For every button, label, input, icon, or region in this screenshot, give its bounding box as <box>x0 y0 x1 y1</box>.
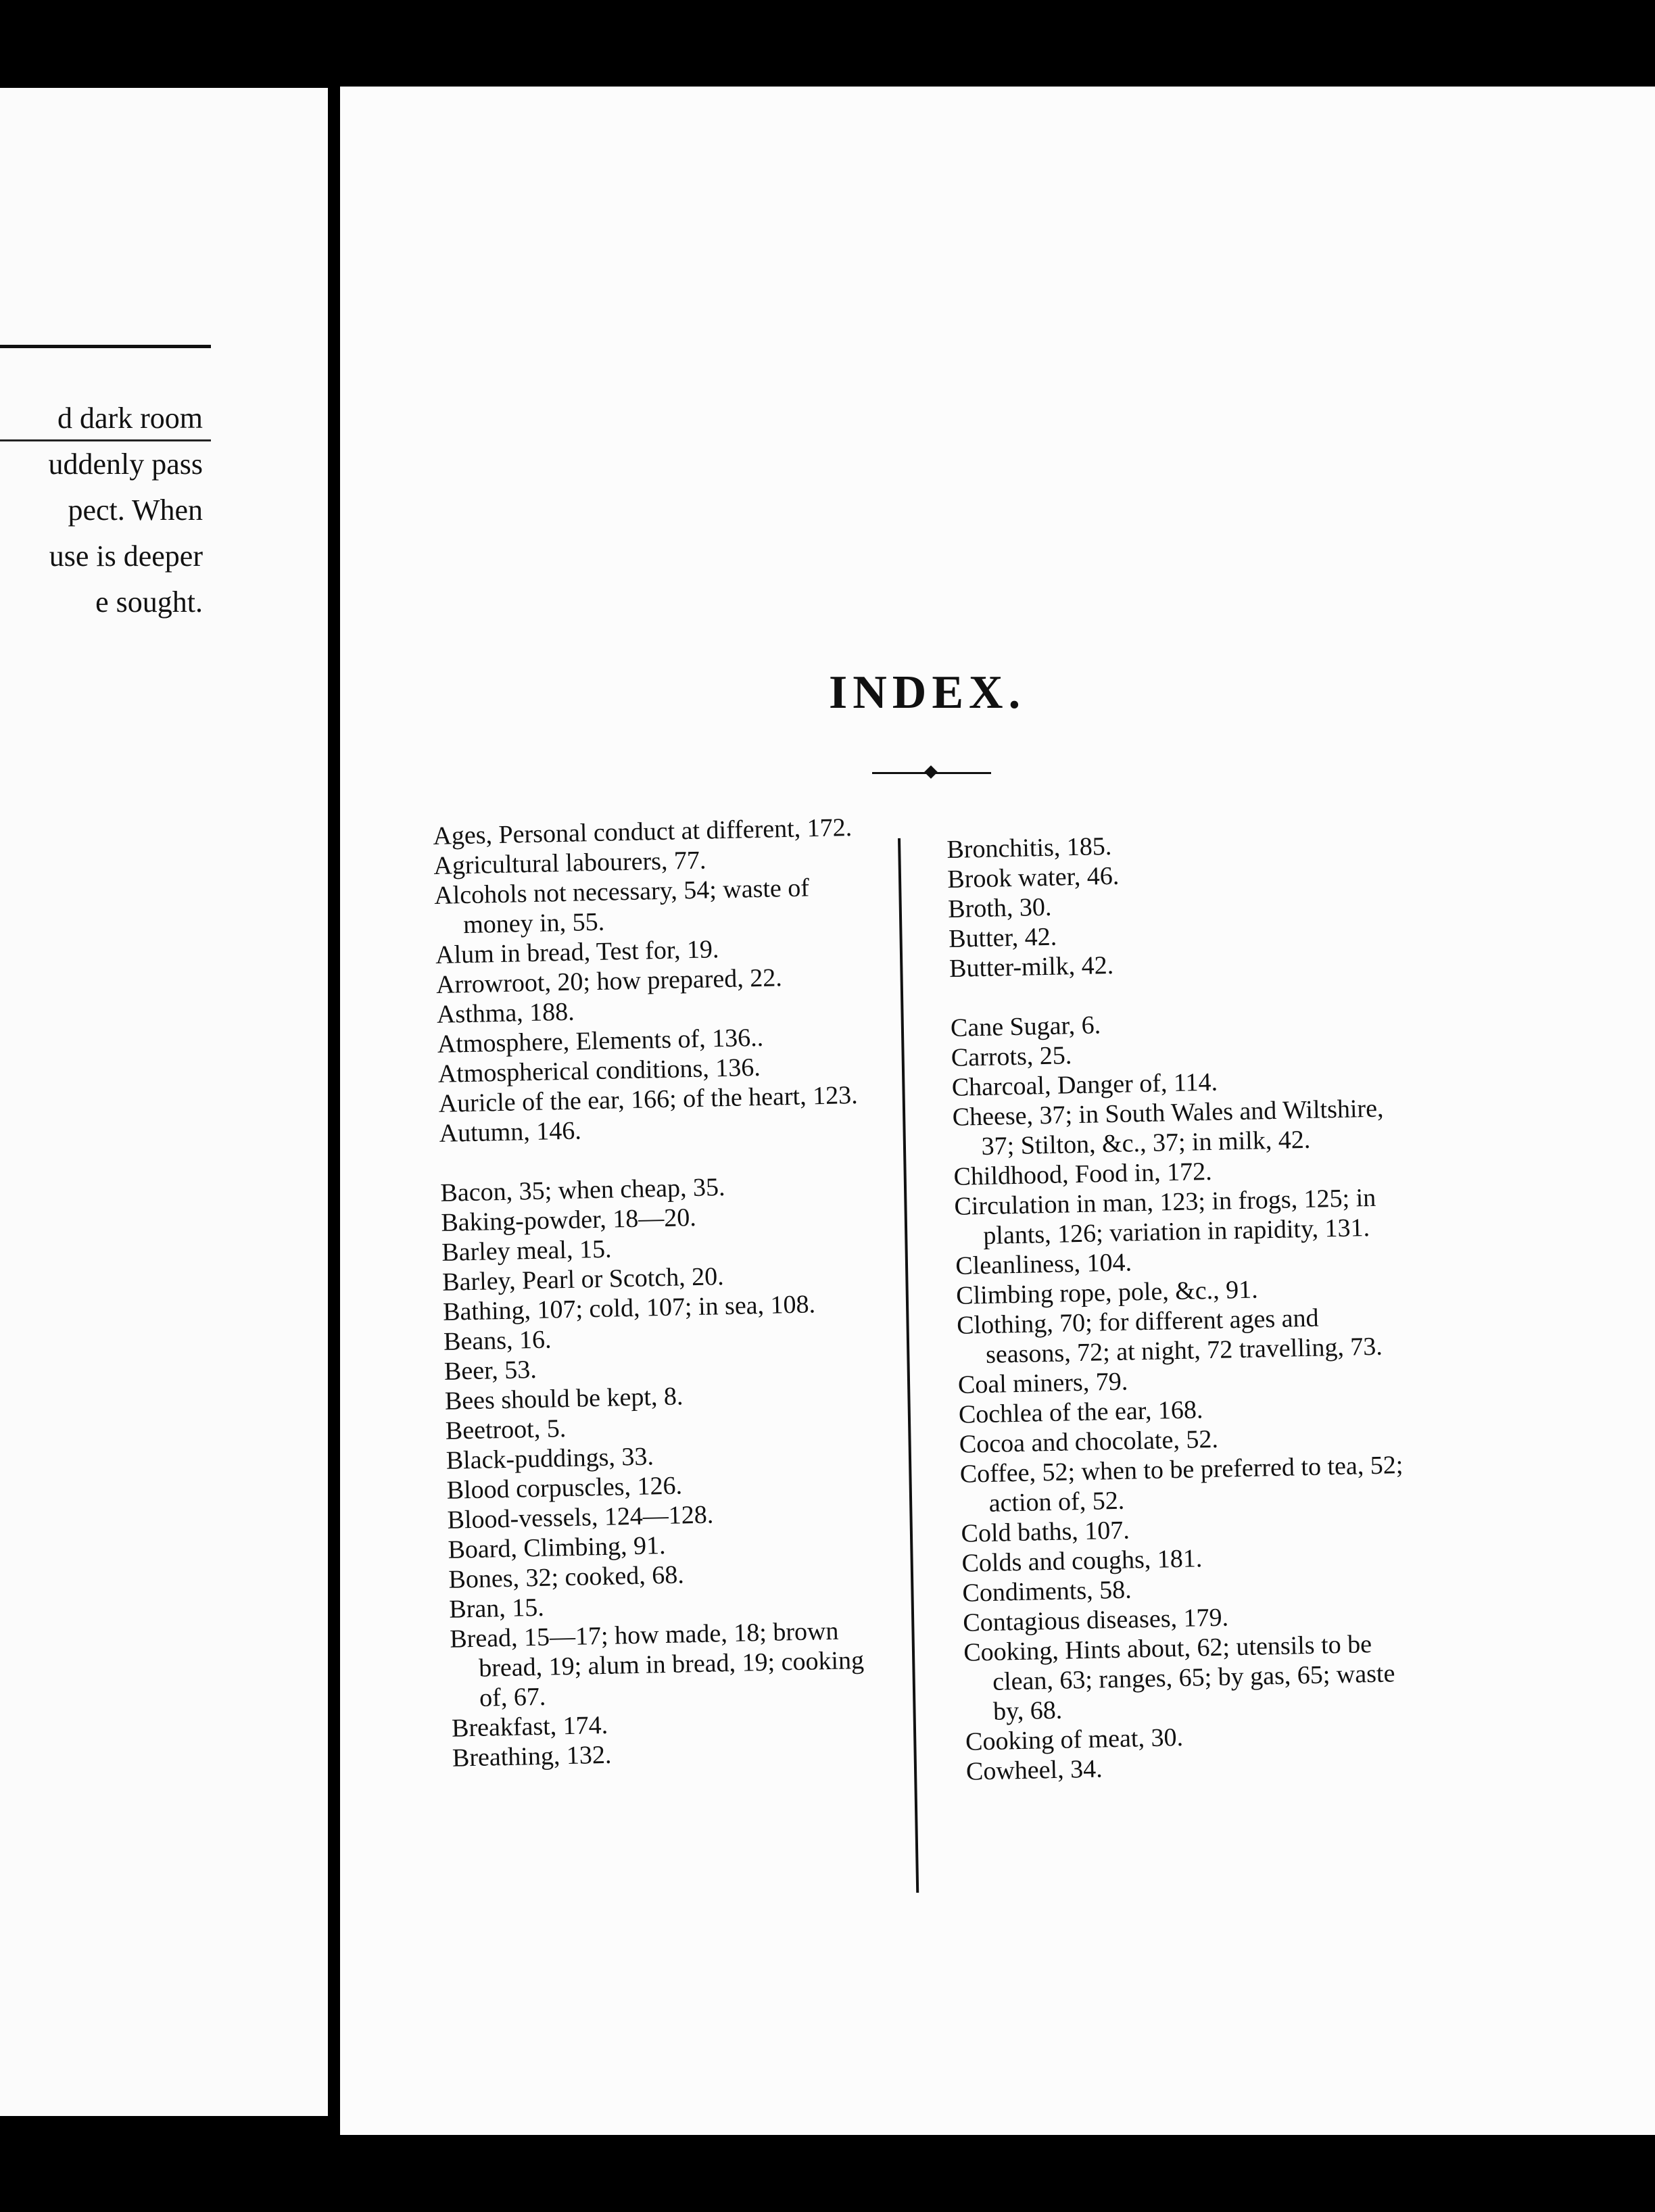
index-column-left <box>433 812 892 1773</box>
index-entry: Barley, Pearl or Scotch, 20. <box>441 1262 725 1297</box>
index-entry: Carrots, 25. <box>951 1041 1072 1072</box>
index-entry: Black-puddings, 33. <box>446 1442 654 1475</box>
index-entry: Breakfast, 174. <box>451 1710 608 1743</box>
index-entry: Barley meal, 15. <box>441 1234 612 1267</box>
left-page <box>0 88 328 2116</box>
index-entry: Condiments, 58. <box>962 1575 1132 1608</box>
index-entry: Bacon, 35; when cheap, 35. <box>440 1173 725 1207</box>
index-entry: Alum in bread, Test for, 19. <box>435 935 719 969</box>
index-entry: Butter-milk, 42. <box>949 951 1114 983</box>
index-entry: Coffee, 52; when to be preferred to tea, 52; action of, 52. <box>959 1451 1404 1518</box>
index-entry: Cleanliness, 104. <box>955 1248 1132 1280</box>
left-line: uddenly pass <box>48 448 203 481</box>
index-entry: Blood corpuscles, 126. <box>446 1471 683 1505</box>
page-gutter <box>328 95 340 2109</box>
index-entry: Bronchitis, 185. <box>946 832 1112 864</box>
index-entry: Beetroot, 5. <box>445 1414 567 1445</box>
index-entry: Circulation in man, 123; in frogs, 125; in plants, 126; variation in rapidity, 131. <box>954 1183 1376 1250</box>
index-entry: Childhood, Food in, 172. <box>953 1157 1213 1191</box>
index-entry: Alcohols not necessary, 54; waste of money in, 55. <box>433 873 810 940</box>
title-ornament <box>872 769 991 776</box>
index-entry: Bran, 15. <box>448 1593 545 1624</box>
index-entry: Cocoa and chocolate, 52. <box>959 1424 1219 1459</box>
index-entry: Bees should be kept, 8. <box>444 1382 683 1416</box>
index-entry: Atmospherical conditions, 136. <box>437 1053 761 1088</box>
index-entry: Agricultural labourers, 77. <box>433 846 706 880</box>
index-entry: Auricle of the ear, 166; of the heart, 123. <box>438 1080 859 1118</box>
index-entry: Climbing rope, pole, &c., 91. <box>955 1275 1259 1310</box>
index-entry: Brook water, 46. <box>946 861 1120 894</box>
index-entry: Bathing, 107; cold, 107; in sea, 108. <box>442 1290 816 1326</box>
index-entry: Butter, 42. <box>948 922 1057 953</box>
index-entry: Autumn, 146. <box>439 1116 582 1148</box>
index-entry: Cane Sugar, 6. <box>950 1011 1101 1042</box>
left-line: e sought. <box>95 585 203 619</box>
index-entry: Beans, 16. <box>443 1325 552 1356</box>
index-entry: Cold baths, 107. <box>961 1516 1130 1548</box>
left-line: d dark room <box>57 402 203 435</box>
left-page-text <box>0 395 203 625</box>
index-entry: Coal miners, 79. <box>957 1367 1128 1399</box>
index-column-right <box>946 825 1419 1787</box>
left-page-rule <box>0 345 211 348</box>
index-entry: Broth, 30. <box>947 892 1052 923</box>
index-title: INDEX. <box>829 667 1026 719</box>
index-entry: Board, Climbing, 91. <box>448 1531 666 1564</box>
index-entry: Bones, 32; cooked, 68. <box>448 1560 685 1594</box>
index-entry: Beer, 53. <box>443 1355 537 1386</box>
index-entry: Arrowroot, 20; how prepared, 22. <box>435 963 783 999</box>
index-entry: Ages, Personal conduct at different, 172. <box>433 813 853 850</box>
index-entry: Blood-vessels, 124—128. <box>447 1500 714 1535</box>
left-line: use is deeper <box>49 539 203 573</box>
index-entry: Contagious diseases, 179. <box>962 1603 1229 1637</box>
left-line: pect. When <box>68 494 203 527</box>
index-entry: Cheese, 37; in South Wales and Wiltshire, 37; Stilton, &c., 37; in milk, 42. <box>952 1094 1384 1161</box>
index-entry: Cowheel, 34. <box>965 1754 1103 1786</box>
index-entry: Colds and coughs, 181. <box>961 1544 1203 1578</box>
index-entry: Bread, 15—17; how made, 18; brown bread, 19; alum in bread, 19; cooking of, 67. <box>449 1616 865 1712</box>
index-entry: Clothing, 70; for different ages and seasons, 72; at night, 72 travelling, 73. <box>956 1303 1383 1369</box>
index-entry: Cochlea of the ear, 168. <box>958 1395 1203 1429</box>
index-entry: Atmosphere, Elements of, 136.. <box>437 1023 764 1059</box>
index-entry: Breathing, 132. <box>452 1740 612 1773</box>
index-entry: Cooking of meat, 30. <box>965 1723 1184 1756</box>
index-entry: Charcoal, Danger of, 114. <box>951 1067 1218 1102</box>
index-entry: Baking-powder, 18—20. <box>441 1203 697 1237</box>
index-entry: Cooking, Hints about, 62; utensils to be clean, 63; ranges, 65; by gas, 65; waste by, 68. <box>963 1630 1395 1726</box>
index-entry: Asthma, 188. <box>436 997 575 1029</box>
